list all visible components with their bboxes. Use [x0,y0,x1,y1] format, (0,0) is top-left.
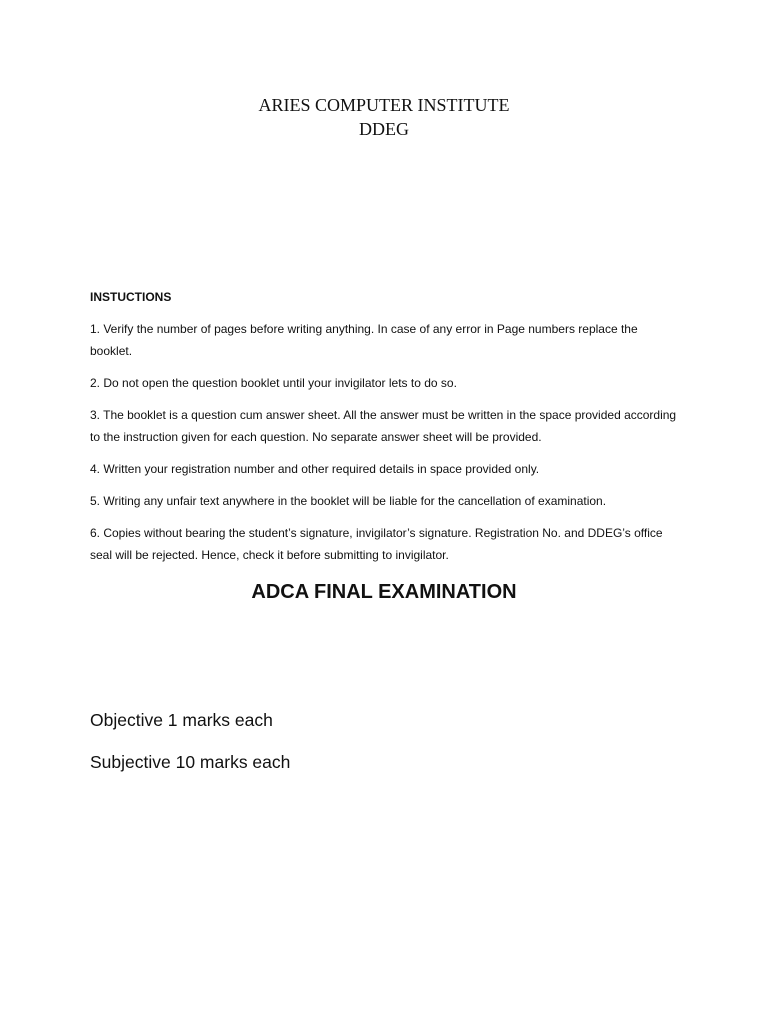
instruction-item-3: 3. The booklet is a question cum answer sheet. All the answer must be written in the space provided according to the instruction given for each question. No separate answer sheet will be provided. [90,408,677,444]
instructions-heading: INSTUCTIONS [90,290,172,304]
instruction-item-1: 1. Verify the number of pages before writing anything. In case of any error in Page numbers replace the booklet. [90,322,638,358]
exam-title: ADCA FINAL EXAMINATION [251,581,517,603]
institute-name: ARIES COMPUTER INSTITUTE [258,95,510,115]
instructions-section [90,286,680,576]
organization-name: DDEG [359,119,409,139]
instruction-item-6: 6. Copies without bearing the student’s signature, invigilator’s signature. Registration No. and DDEG’s office seal will be rejected. Hence, check it before submitting to invigilator. [90,526,663,562]
instruction-item-5: 5. Writing any unfair text anywhere in the booklet will be liable for the cancellation of examination. [90,494,607,508]
instruction-item-4: 4. Written your registration number and other required details in space provided only. [90,462,540,476]
document-header [0,93,768,141]
subjective-marks: Subjective 10 marks each [90,752,291,772]
objective-marks: Objective 1 marks each [90,710,273,730]
instruction-item-2: 2. Do not open the question booklet until your invigilator lets to do so. [90,376,457,390]
marks-section [90,706,290,790]
